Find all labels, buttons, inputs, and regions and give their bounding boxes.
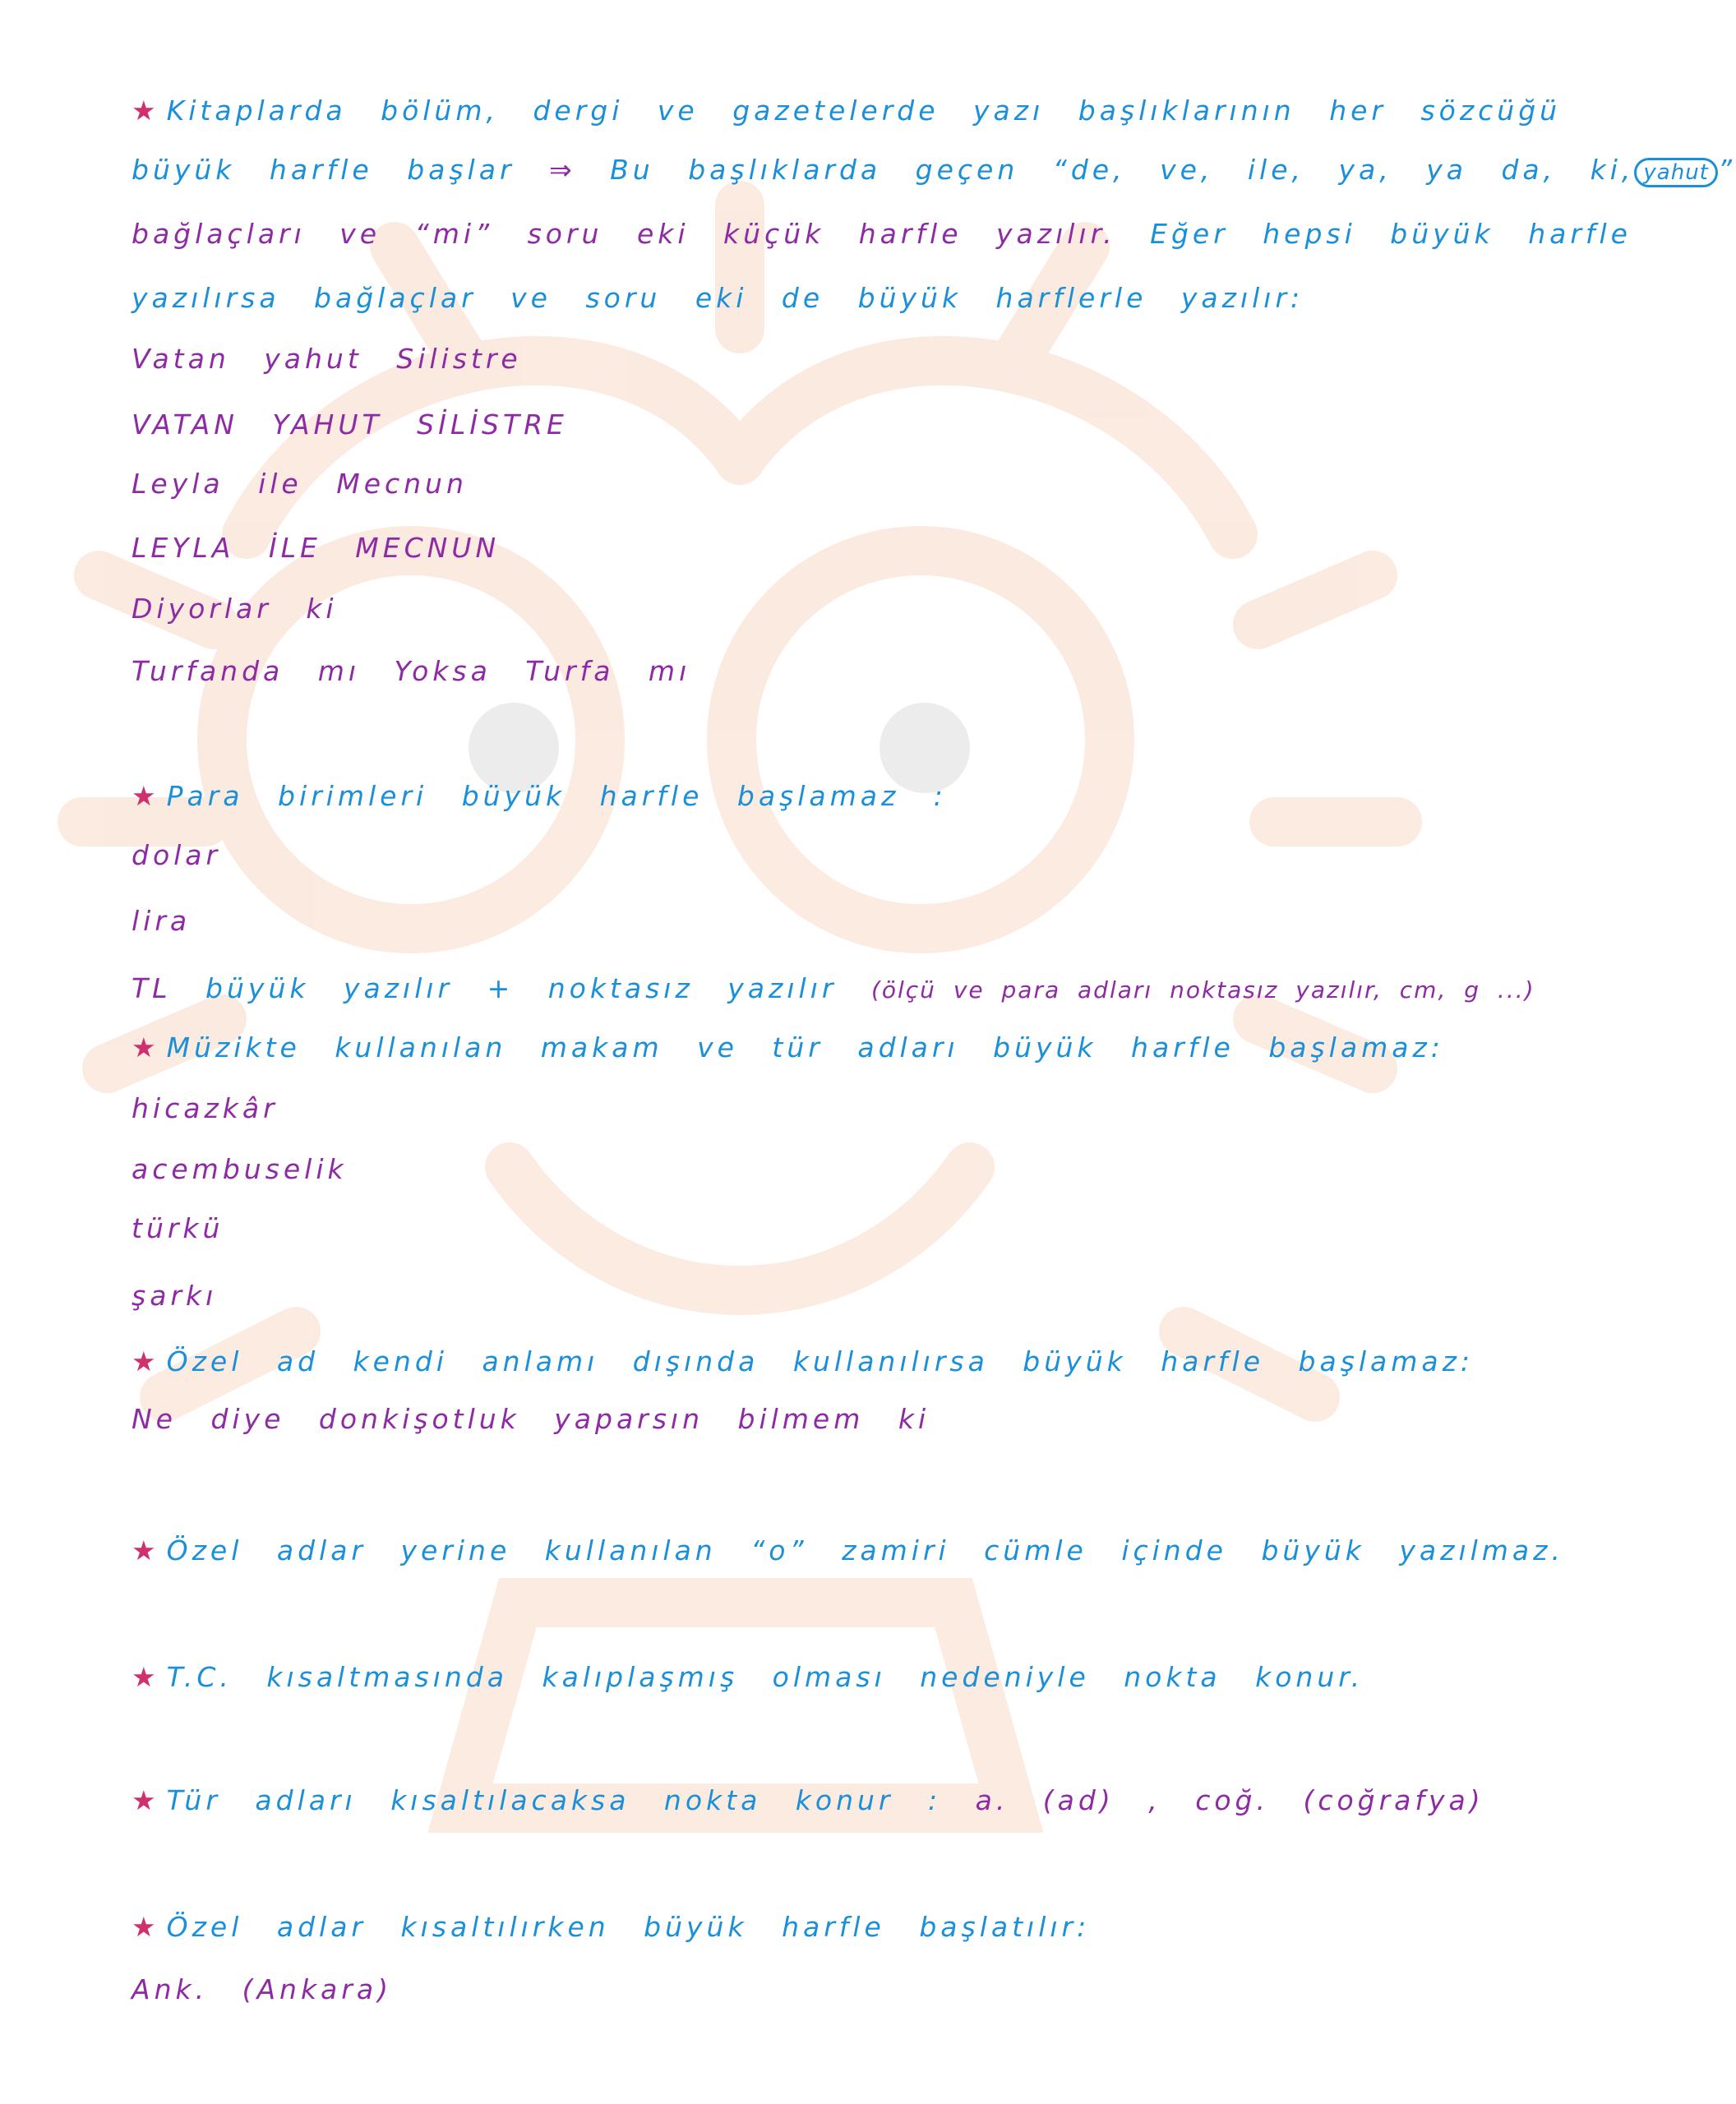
tc-heading [132, 1663, 1364, 1691]
kitap-text-2a: büyük harfle başlar [132, 154, 515, 186]
tur-heading [132, 1784, 1484, 1816]
example-line: Ank. (Ankara) [132, 1973, 392, 2005]
kitap-line-2 [132, 156, 1736, 187]
bullet-star-icon: ★ [132, 1345, 160, 1377]
tl-text: TL [132, 972, 172, 1004]
arrow-icon: ⇒ [549, 154, 576, 186]
bullet-star-icon: ★ [132, 1031, 160, 1064]
kitap-line-3 [132, 218, 1632, 250]
example-line: acembuselik [132, 1153, 348, 1185]
tur-heading-text: Tür adları kısaltılacaksa nokta konur : [166, 1784, 942, 1816]
bullet-star-icon: ★ [132, 1661, 160, 1693]
ozel-heading-text: Özel ad kendi anlamı dışında kullanılırsa büyük harfle başlamaz: [166, 1345, 1475, 1377]
example-line: türkü [132, 1212, 224, 1244]
example-line: hicazkâr [132, 1092, 279, 1124]
kitap-text-3b: “mi” soru eki küçük harfle yazılır. [414, 218, 1116, 250]
kitap-line-4 [132, 282, 1304, 314]
kitap-quote-end: ” [1717, 154, 1736, 186]
zamir-heading-text: Özel adlar yerine kullanılan “o” zamiri cümle içinde büyük yazılmaz. [166, 1534, 1564, 1566]
example-line: şarkı [132, 1280, 218, 1312]
example-line: Ne diye donkişotluk yaparsın bilmem ki [132, 1403, 930, 1435]
para-heading-text: Para birimleri büyük harfle başlamaz : [166, 780, 947, 812]
tl-line [132, 972, 1535, 1004]
muzik-heading-text: Müzikte kullanılan makam ve tür adları büyük harfle başlamaz: [166, 1031, 1444, 1064]
zamir-heading [132, 1534, 1564, 1566]
tur-example: a. (ad) , coğ. (coğrafya) [975, 1784, 1484, 1816]
kisalt-heading [132, 1911, 1091, 1943]
example-line: dolar [132, 839, 222, 871]
kitap-text-4: yazılırsa bağlaçlar ve soru eki de büyük harflerle yazılır: [132, 282, 1304, 314]
kitap-text-1: Kitaplarda bölüm, dergi ve gazetelerde yazı başlıklarının her sözcüğü [166, 95, 1562, 127]
para-heading [132, 782, 947, 810]
kitap-text-3c: Eğer hepsi büyük harfle [1150, 218, 1632, 250]
kisalt-heading-text: Özel adlar kısaltılırken büyük harfle başlatılır: [166, 1911, 1091, 1943]
example-line: Vatan yahut Silistre [132, 343, 522, 375]
example-line: Turfanda mı Yoksa Turfa mı [132, 655, 691, 687]
example-line: Leyla ile Mecnun [132, 468, 468, 500]
tl-note: (ölçü ve para adları noktasız yazılır, cm, g ...) [870, 976, 1535, 1004]
example-line: lira [132, 905, 192, 937]
tl-rule: büyük yazılır + noktasız yazılır [205, 972, 838, 1004]
tc-heading-text: T.C. kısaltmasında kalıplaşmış olması nedeniyle nokta konur. [166, 1661, 1364, 1693]
bullet-star-icon: ★ [132, 1911, 160, 1943]
kitap-line-1 [132, 95, 1562, 127]
kitap-text-3a: bağlaçları ve [132, 218, 381, 250]
bullet-star-icon: ★ [132, 95, 160, 127]
ozel-heading [132, 1345, 1475, 1377]
example-line: Diyorlar ki [132, 593, 338, 625]
bullet-star-icon: ★ [132, 1784, 160, 1816]
circled-word: yahut [1634, 158, 1717, 187]
example-line: VATAN YAHUT SİLİSTRE [132, 408, 568, 441]
bullet-star-icon: ★ [132, 780, 160, 812]
example-line: LEYLA İLE MECNUN [132, 532, 501, 564]
bullet-star-icon: ★ [132, 1534, 160, 1566]
muzik-heading [132, 1031, 1444, 1064]
kitap-text-2b: Bu başlıklarda geçen “de, ve, ile, ya, ya da, ki, [610, 154, 1635, 186]
